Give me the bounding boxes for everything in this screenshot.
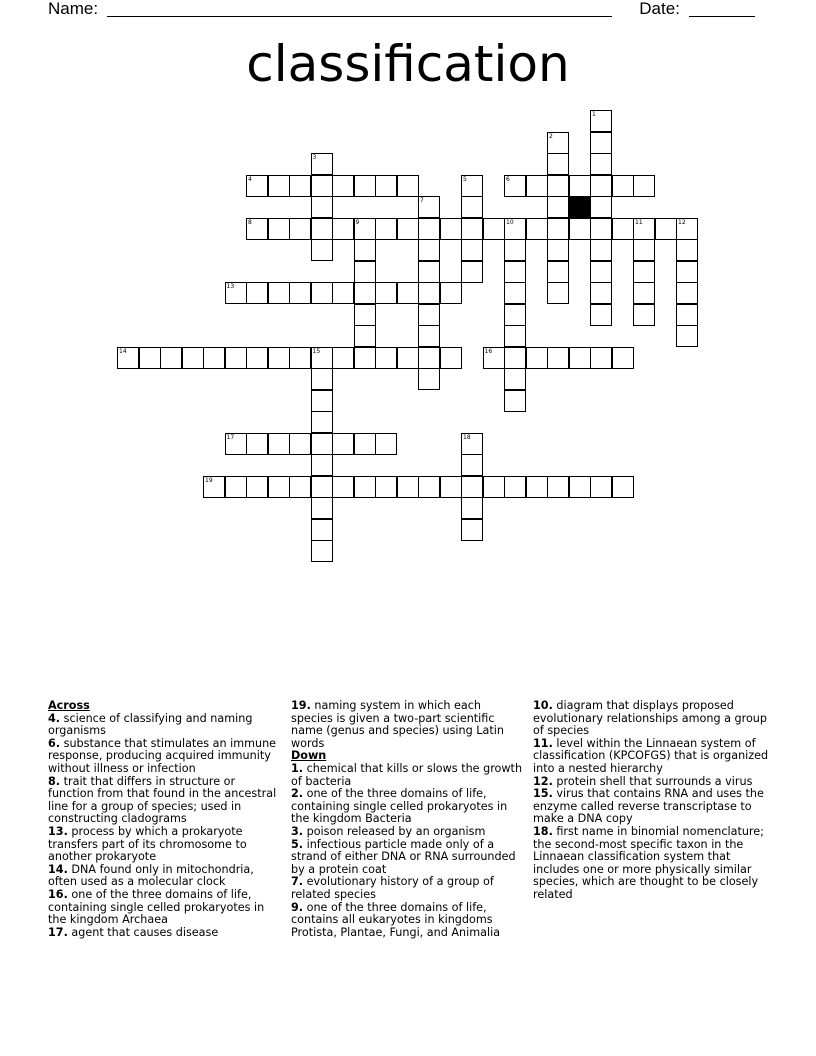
clue-down-5: 5. infectious particle made only of a strand of either DNA or RNA surrounded by a protein coat [291,837,516,876]
grid-cell[interactable] [461,196,483,218]
grid-cell[interactable] [440,347,462,369]
grid-cell[interactable] [461,476,483,498]
grid-cell[interactable] [633,304,655,326]
cell-number: 17 [226,433,235,441]
grid-cell[interactable] [332,347,354,369]
grid-cell[interactable] [590,132,612,154]
grid-cell[interactable] [504,390,526,412]
clue-down-11: 11. level within the Linnaean system of classification (KPCOFGS) that is organized into a nested hierarchy [533,736,769,775]
grid-cell[interactable] [418,476,440,498]
grid-cell[interactable] [225,433,247,455]
grid-cell[interactable] [418,368,440,390]
grid-cell[interactable] [590,282,612,304]
cell-number: 1 [592,111,596,118]
grid-cell[interactable] [547,218,569,240]
clues-column-2 [291,700,523,939]
grid-cell[interactable] [569,175,591,197]
grid-cell[interactable] [311,411,333,433]
cell-number: 19 [205,476,213,484]
grid-cell[interactable] [225,476,247,498]
grid-cell[interactable] [311,497,333,519]
grid-cell[interactable] [633,282,655,304]
grid-cell[interactable] [590,153,612,175]
grid-cell[interactable] [418,218,440,240]
cell-number: 16 [484,347,493,355]
grid-cell[interactable] [354,325,376,347]
grid-cell[interactable] [354,261,376,283]
grid-cell[interactable] [268,476,290,498]
clue-across-16: 16. one of the three domains of life, containing single celled prokaryotes in the kingdom Archaea [48,887,265,927]
grid-cell[interactable] [504,239,526,261]
grid-cell[interactable] [311,175,333,197]
grid-cell[interactable] [461,175,483,197]
clue-down-7: 7. evolutionary history of a group of related species [291,875,494,901]
grid-cell[interactable] [633,239,655,261]
grid-cell[interactable] [590,347,612,369]
grid-cell[interactable] [289,218,311,240]
grid-cell[interactable] [461,497,483,519]
grid-cell[interactable] [590,261,612,283]
clue-down-9: 9. one of the three domains of life, contains all eukaryotes in kingdoms Protista, Plantae, Fungi, and Animalia [291,900,501,939]
grid-cell[interactable] [504,175,526,197]
grid-cell[interactable] [440,218,462,240]
across-heading: Across [48,699,90,712]
grid-cell[interactable] [526,476,548,498]
page-title: classification [246,35,570,93]
grid-cell[interactable] [375,476,397,498]
grid-cell[interactable] [569,218,591,240]
grid-cell[interactable] [225,347,247,369]
grid-cell[interactable] [633,175,655,197]
grid-cell[interactable] [375,282,397,304]
grid-cell[interactable] [397,347,419,369]
grid-cell[interactable] [547,239,569,261]
grid-cell[interactable] [246,218,268,240]
grid-cell[interactable] [354,175,376,197]
grid-cell[interactable] [483,218,505,240]
grid-cell[interactable] [311,218,333,240]
cell-number: 4 [248,175,252,183]
grid-cell[interactable] [526,175,548,197]
grid-cell[interactable] [418,239,440,261]
cell-number: 6 [506,175,510,183]
grid-cell[interactable] [354,239,376,261]
grid-cell[interactable] [203,347,225,369]
grid-cell[interactable] [547,347,569,369]
grid-cell[interactable] [268,282,290,304]
grid-cell[interactable] [612,218,634,240]
clue-down-18: 18. first name in binomial nomenclature; the second-most specific taxon in the Linnaean classification system that includes one or more physically similar species, which are thought to be closely related [533,824,764,901]
grid-cell[interactable] [311,368,333,390]
grid-cell[interactable] [483,347,505,369]
grid-cell[interactable] [160,347,182,369]
cell-number: 9 [355,218,360,226]
grid-cell[interactable] [676,282,698,304]
grid-cell[interactable] [332,282,354,304]
grid-block [569,196,591,218]
grid-cell[interactable] [311,454,333,476]
date-label: Date: [639,0,680,18]
clues-column-1 [48,700,284,939]
grid-cell[interactable] [332,218,354,240]
grid-cell[interactable] [375,433,397,455]
clue-across-14: 14. DNA found only in mitochondria, often used as a molecular clock [48,862,254,889]
cell-number: 13 [226,283,235,290]
grid-cell[interactable] [203,476,225,498]
grid-cell[interactable] [246,476,268,498]
grid-cell[interactable] [418,282,440,304]
grid-cell[interactable] [504,368,526,390]
grid-cell[interactable] [311,390,333,412]
grid-cell[interactable] [612,476,634,498]
clue-down-15: 15. virus that contains RNA and uses the enzyme called reverse transcriptase to make a DNA copy [533,787,764,826]
grid-cell[interactable] [612,175,634,197]
grid-cell[interactable] [504,347,526,369]
grid-cell[interactable] [311,519,333,541]
cell-number: 8 [248,218,252,226]
grid-cell[interactable] [590,196,612,218]
grid-cell[interactable] [569,476,591,498]
cell-number: 3 [312,154,317,161]
grid-cell[interactable] [526,218,548,240]
grid-cell[interactable] [569,347,591,369]
grid-cell[interactable] [547,196,569,218]
grid-cell[interactable] [289,175,311,197]
grid-cell[interactable] [547,476,569,498]
grid-cell[interactable] [633,218,655,240]
grid-cell[interactable] [590,476,612,498]
grid-cell[interactable] [397,175,419,197]
down-heading: Down [291,749,327,763]
grid-cell[interactable] [676,325,698,347]
grid-cell[interactable] [268,218,290,240]
grid-cell[interactable] [547,282,569,304]
grid-cell[interactable] [311,433,333,455]
grid-cell[interactable] [418,347,440,369]
grid-cell[interactable] [547,153,569,175]
grid-cell[interactable] [590,304,612,326]
grid-cell[interactable] [375,347,397,369]
grid-cell[interactable] [461,454,483,476]
grid-cell[interactable] [418,304,440,326]
clue-across-4: 4. science of classifying and naming organisms [48,711,253,738]
grid-cell[interactable] [461,218,483,240]
clue-down-10: 10. diagram that displays proposed evolutionary relationships among a group of species [533,699,768,738]
clues-column-3 [533,700,771,902]
grid-cell[interactable] [461,519,483,541]
grid-cell[interactable] [418,261,440,283]
grid-cell[interactable] [375,218,397,240]
grid-cell[interactable] [655,218,677,240]
clue-across-17: 17. agent that causes disease [48,925,219,939]
grid-cell[interactable] [397,476,419,498]
grid-cell[interactable] [504,304,526,326]
grid-cell[interactable] [397,282,419,304]
grid-cell[interactable] [504,218,526,240]
name-label: Name: [48,0,99,18]
grid-cell[interactable] [311,540,333,562]
grid-cell[interactable] [354,282,376,304]
clue-across-6: 6. substance that stimulates an immune response, producing acquired immunity without illness or infection [48,736,277,775]
grid-cell[interactable] [332,433,354,455]
grid-cell[interactable] [311,196,333,218]
grid-cell[interactable] [612,347,634,369]
grid-cell[interactable] [268,347,290,369]
grid-cell[interactable] [246,175,268,197]
grid-cell[interactable] [483,476,505,498]
grid-cell[interactable] [676,239,698,261]
grid-cell[interactable] [354,347,376,369]
grid-cell[interactable] [526,347,548,369]
grid-cell[interactable] [504,476,526,498]
cell-number: 18 [463,433,471,441]
clue-down-1: 1. chemical that kills or slows the growth of bacteria [291,761,523,788]
grid-cell[interactable] [375,175,397,197]
grid-cell[interactable] [676,261,698,283]
grid-cell[interactable] [590,175,612,197]
clue-down-3: 3. poison released by an organism [291,824,486,838]
grid-cell[interactable] [547,261,569,283]
grid-cell[interactable] [311,239,333,261]
grid-cell[interactable] [311,282,333,304]
grid-cell[interactable] [461,433,483,455]
grid-cell[interactable] [225,282,247,304]
cell-number: 14 [119,347,127,355]
clue-across-19: 19. naming system in which each species is given a two-part scientific name (genus and species) using Latin words [291,699,504,750]
grid-cell[interactable] [332,175,354,197]
grid-cell[interactable] [311,476,333,498]
grid-cell[interactable] [289,347,311,369]
grid-cell[interactable] [117,347,139,369]
grid-cell[interactable] [397,218,419,240]
grid-cell[interactable] [354,304,376,326]
grid-cell[interactable] [461,261,483,283]
cell-number: 10 [506,218,514,226]
grid-cell[interactable] [547,175,569,197]
grid-cell[interactable] [268,175,290,197]
clue-down-2: 2. one of the three domains of life, containing single celled prokaryotes in the kingdom Bacteria [291,787,508,826]
grid-cell[interactable] [354,433,376,455]
cell-number: 7 [420,197,424,204]
clue-down-12: 12. protein shell that surrounds a virus [533,774,753,788]
grid-cell[interactable] [504,261,526,283]
grid-cell[interactable] [268,433,290,455]
grid-cell[interactable] [504,282,526,304]
cell-number: 2 [549,132,553,140]
cell-number: 11 [635,218,643,226]
grid-cell[interactable] [440,282,462,304]
grid-cell[interactable] [676,218,698,240]
grid-cell[interactable] [246,282,268,304]
grid-cell[interactable] [289,476,311,498]
cell-number: 15 [312,347,321,355]
grid-cell[interactable] [676,304,698,326]
grid-cell[interactable] [289,433,311,455]
grid-cell[interactable] [418,325,440,347]
grid-cell[interactable] [354,218,376,240]
grid-cell[interactable] [590,110,612,132]
grid-cell[interactable] [461,239,483,261]
clue-across-8: 8. trait that differs in structure or function from that found in the ancestral line for a group of species; used in constructing cladograms [48,774,277,826]
grid-cell[interactable] [590,239,612,261]
grid-cell[interactable] [246,347,268,369]
grid-cell[interactable] [311,347,333,369]
cell-number: 5 [463,175,467,183]
grid-cell[interactable] [246,433,268,455]
grid-cell[interactable] [547,132,569,154]
grid-cell[interactable] [633,261,655,283]
grid-cell[interactable] [440,476,462,498]
grid-cell[interactable] [590,218,612,240]
grid-cell[interactable] [504,325,526,347]
cell-number: 12 [678,218,686,226]
grid-cell[interactable] [182,347,204,369]
grid-cell[interactable] [354,476,376,498]
grid-cell[interactable] [139,347,161,369]
grid-cell[interactable] [311,153,333,175]
grid-cell[interactable] [418,196,440,218]
grid-cell[interactable] [332,476,354,498]
clue-across-13: 13. process by which a prokaryote transfers part of its chromosome to another prokaryote [48,824,247,864]
grid-cell[interactable] [289,282,311,304]
